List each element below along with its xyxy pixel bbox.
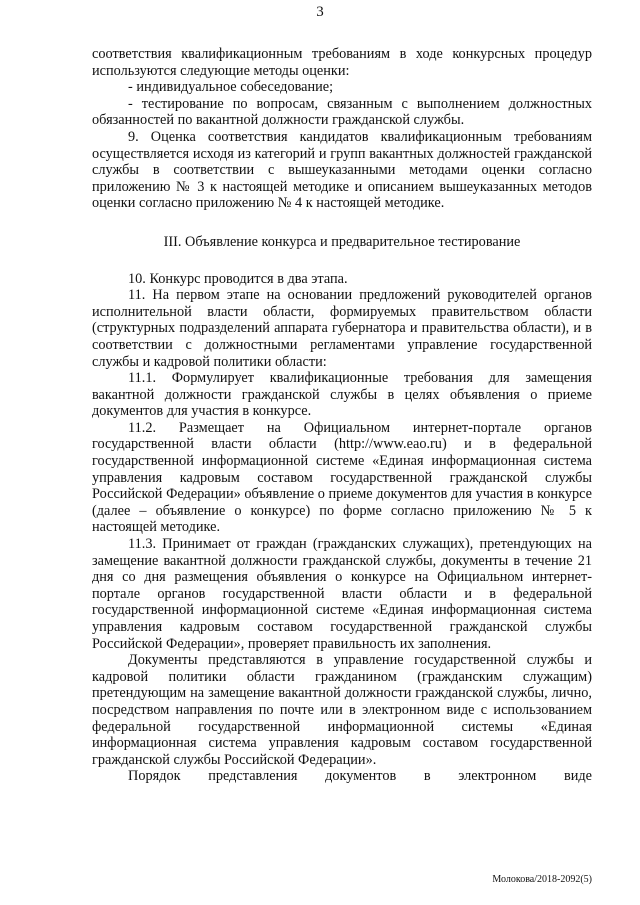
page-number: 3 [316,4,324,20]
list-item-testing: - тестирование по вопросам, связанным с выполнением должностных обязанностей по вакантной должности гражданской службы. [92,95,592,129]
paragraph-10: 10. Конкурс проводится в два этапа. [128,270,348,287]
footer-document-code: Молокова/2018-2092(5) [492,874,592,885]
paragraph-11: 11. На первом этапе на основании предложений руководителей органов исполнительной власти области, формируемых правительством области (структурных подразделений аппарата губернатора и правительства области), и в соответствии с должностными регламентами управление государственной службы и кадровой политики области: [92,287,592,370]
list-item-interview: - индивидуальное собеседование; [128,79,334,96]
paragraph-documents: Документы представляются в управление государственной службы и кадровой политики области гражданином (гражданским служащим) претендующим на замещение вакантной должности гражданской службы, лично, посредством направления по почте или в электронном виде с использованием федеральной государственной информационной системы «Единая информационная система управления кадровым составом государственной гражданской службы Российской Федерации». [92,652,592,768]
paragraph-11-1: 11.1. Формулирует квалификационные требования для замещения вакантной должности гражданской службы в целях объявления о приеме документов для участия в конкурсе. [92,370,592,420]
paragraph-11-2: 11.2. Размещает на Официальном интернет-портале органов государственной власти области (http://www.eao.ru) и в федеральной государственной информационной системе «Единая информационная система управления кадровым составом государственной гражданской службы Российской Федерации» объявление о приеме документов для участия в конкурсе (далее – объявление о конкурсе) по форме согласно приложению № 5 к настоящей методике. [92,419,592,536]
document-body [92,46,592,785]
section-heading: III. Объявление конкурса и предварительное тестирование [163,233,521,250]
paragraph-9: 9. Оценка соответствия кандидатов квалификационным требованиям осуществляется исходя из категорий и групп вакантных должностей гражданской службы в соответствии с вышеуказанными методами оценки согласно приложению № 3 к настоящей методике и описанием вышеуказанных методов оценки согласно приложению № 4 к настоящей методике. [92,128,592,212]
paragraph-11-3: 11.3. Принимает от граждан (гражданских служащих), претендующих на замещение вакантной должности гражданской службы, документы в течение 21 дня со дня размещения объявления о конкурсе на Официальном интернет-портале органов государственной власти области и в федеральной государственной информационной системе «Единая информационная система управления кадровым составом государственной гражданской службы Российской Федерации», проверяет правильность их заполнения. [92,536,592,652]
paragraph-electronic-order: Порядок представления документов в электронном виде [128,768,592,785]
paragraph-intro: соответствия квалификационным требованиям в ходе конкурсных процедур используются следующие методы оценки: [92,46,592,79]
